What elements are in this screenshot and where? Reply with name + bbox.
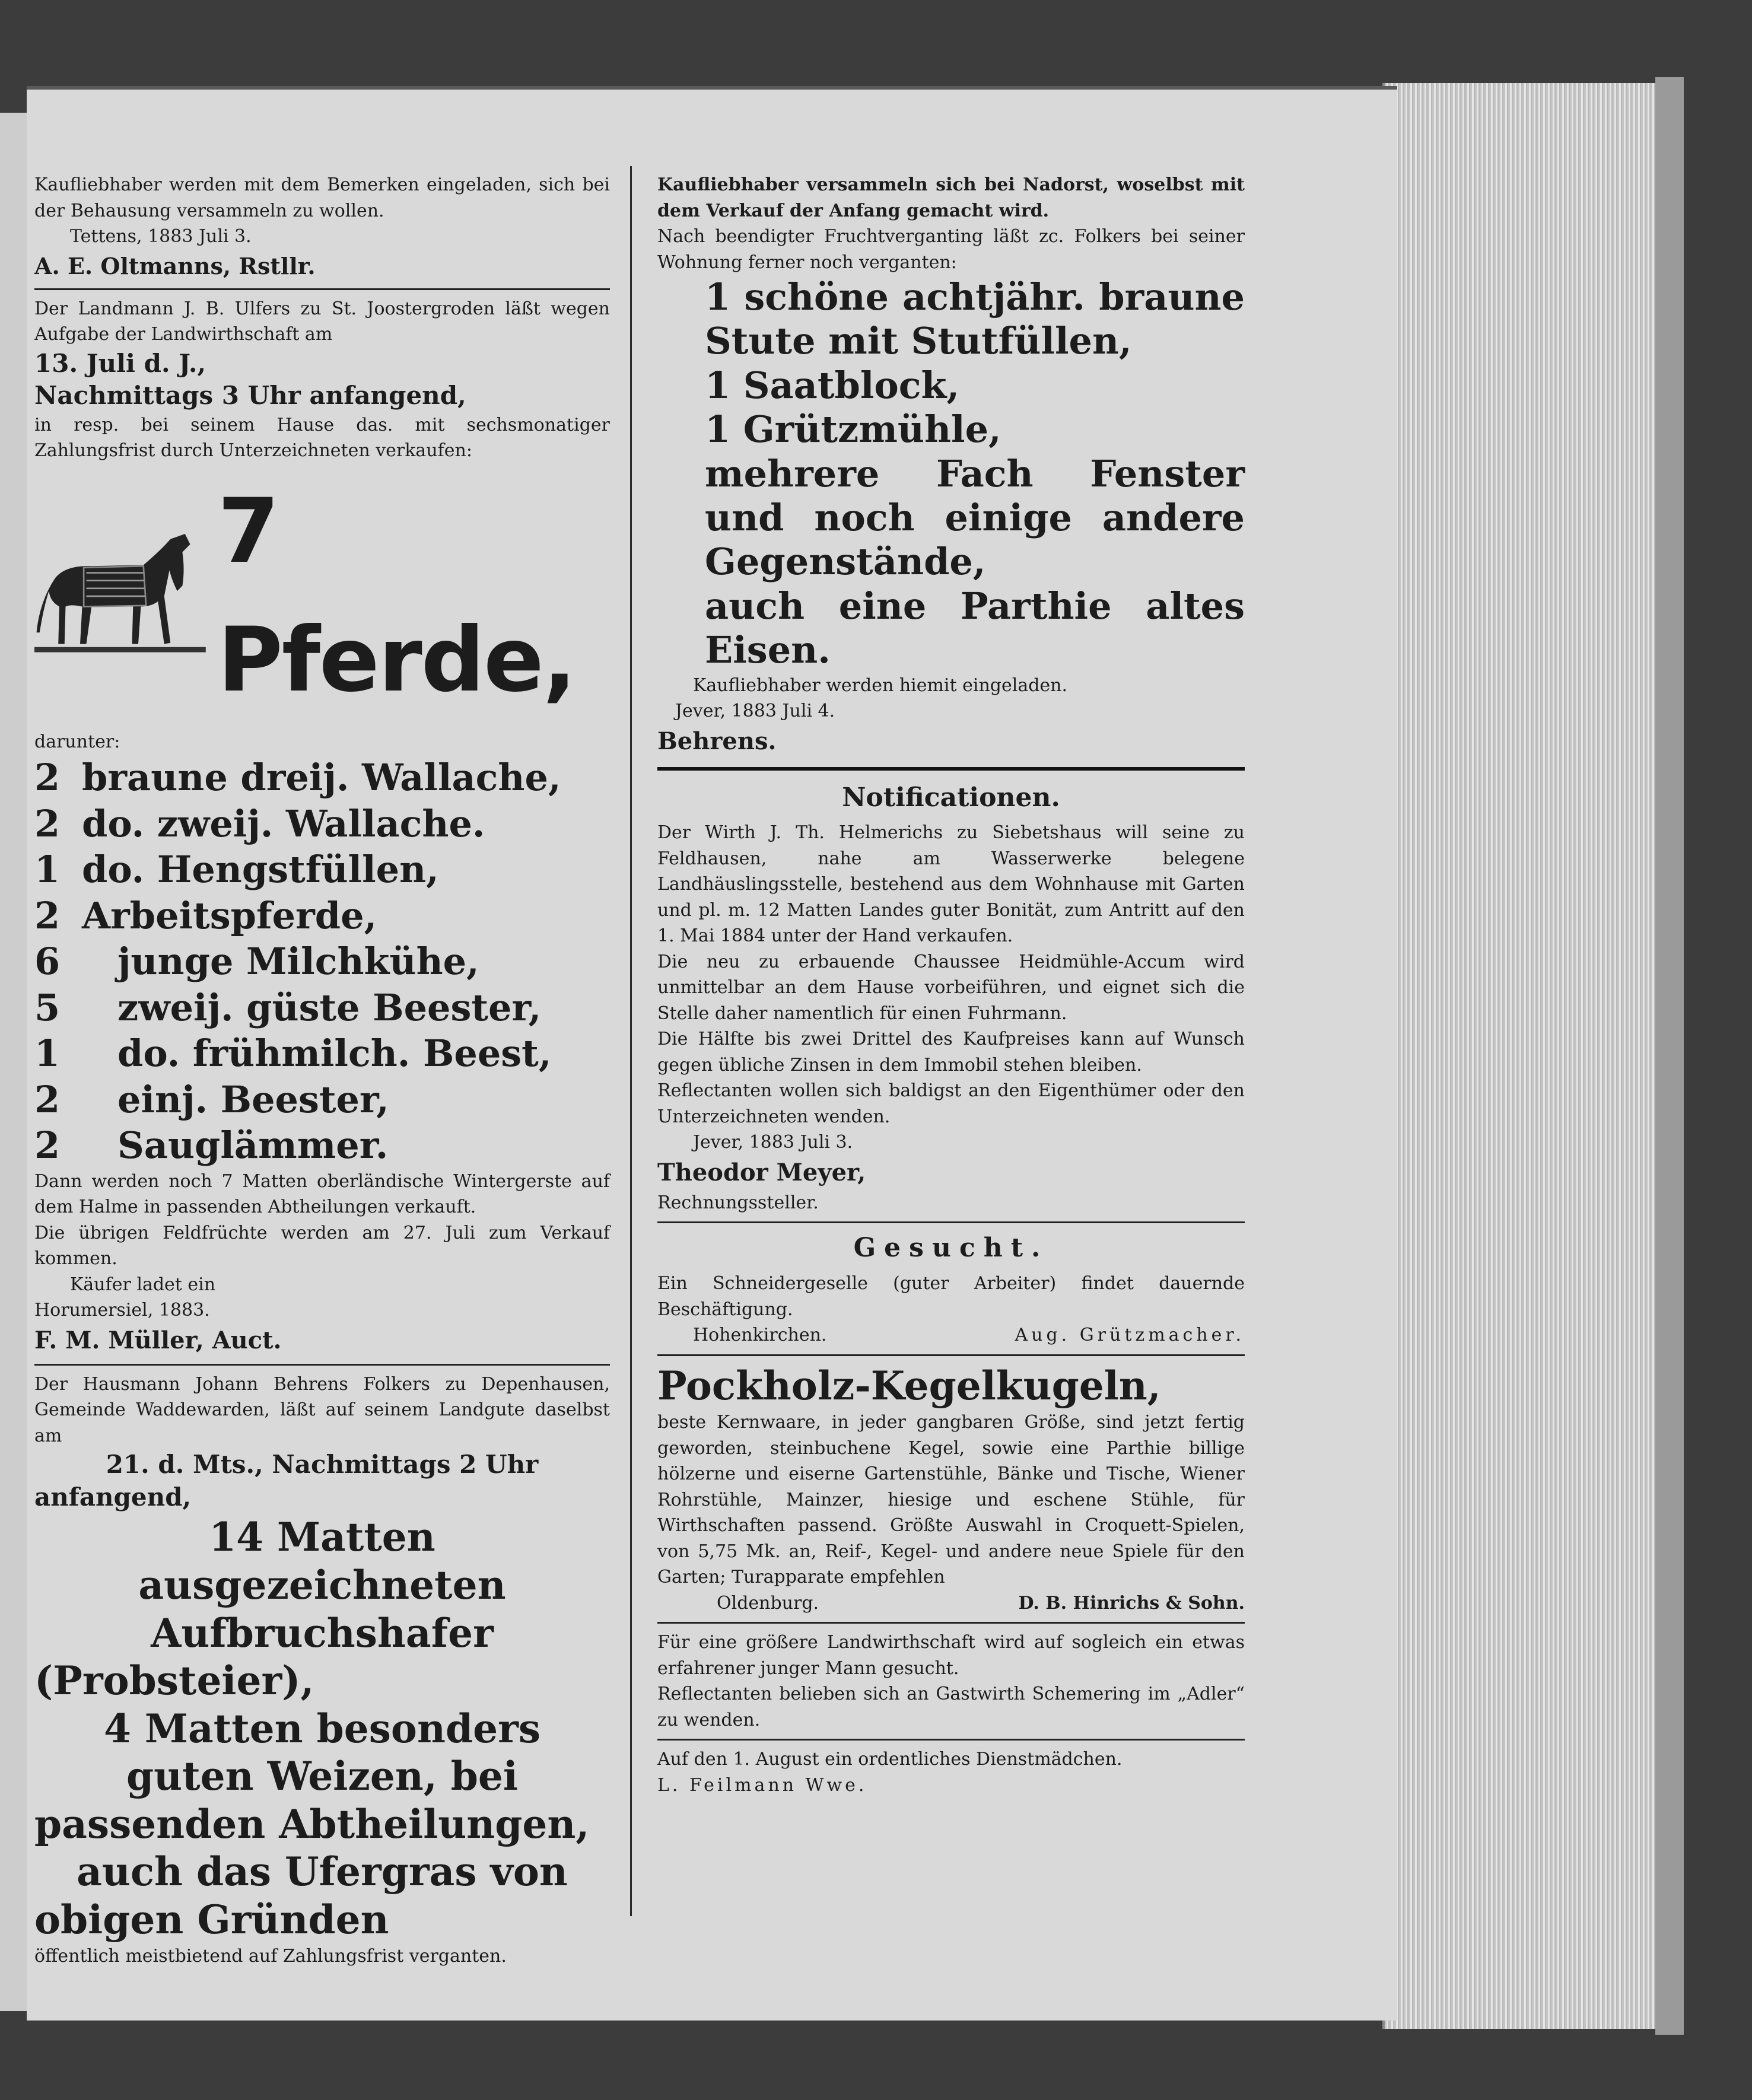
ad2-headline-row (34, 467, 610, 726)
ad4-text-2: Nach beendigter Fruchtverganting läßt zc. Folkers bei seiner Wohnung ferner noch verganten: (657, 226, 1245, 273)
ad1-dateline: Tettens, 1883 Juli 3. (70, 226, 252, 247)
ad3-end: öffentlich meistbietend auf Zahlungsfrist verganten. (34, 1946, 507, 1967)
ad3-body-3: auch das Ufergras von obigen Gründen (34, 1848, 568, 1943)
ad-separator (657, 767, 1245, 771)
ad-separator (657, 1221, 1245, 1223)
list-item: 1 schöne achtjähr. braune Stute mit Stutfüllen, (705, 275, 1245, 363)
ad1-text: Kaufliebhaber werden mit dem Bemerken eingeladen, sich bei der Behausung versammeln zu wollen. (34, 174, 610, 221)
ad4-signature: Behrens. (657, 727, 777, 755)
kegel-place: Oldenburg. (717, 1592, 819, 1614)
ad2-terms: in resp. bei seinem Hause das. mit sechsmonatiger Zahlungsfrist durch Unterzeichneten verkaufen: (34, 414, 610, 462)
ad-separator (657, 1622, 1245, 1624)
list-item: 1 do. frühmilch. Beest, (34, 1032, 552, 1076)
wanted-place: Hohenkirchen. (693, 1325, 827, 1346)
ad1-signature: A. E. Oltmanns, Rstllr. (34, 252, 316, 279)
notifications-heading: Notificationen. (842, 782, 1060, 813)
ad3-body-2: 4 Matten besonders guten Weizen, bei passenden Abtheilungen, (34, 1705, 590, 1847)
ad2-dateline: Horumersiel, 1883. (34, 1300, 210, 1321)
wanted-signature: Aug. Grützmacher. (1015, 1325, 1245, 1346)
wanted-text: Ein Schneidergeselle (guter Arbeiter) findet dauernde Beschäftigung. (657, 1273, 1245, 1320)
ad4-invite: Kaufliebhaber werden hiemit eingeladen. (693, 674, 1068, 696)
ad4-text-1: Kaufliebhaber versammeln sich bei Nadorst, woselbst mit dem Verkauf der Anfang gemacht wird. (657, 174, 1245, 221)
ad-separator (657, 1739, 1245, 1741)
list-item: 1 do. Hengstfüllen, (34, 848, 439, 892)
left-column (34, 172, 610, 1969)
notifications-dateline: Jever, 1883 Juli 3. (693, 1132, 853, 1153)
farmhand-text-2: Reflectanten belieben sich an Gastwirth Schemering im „Adler“ zu wenden. (657, 1684, 1245, 1730)
page-stack-edge (1382, 83, 1667, 2029)
list-item: 2 einj. Beester, (34, 1077, 389, 1121)
list-item: auch eine Parthie altes Eisen. (705, 584, 1245, 672)
book-binding (1655, 77, 1684, 2035)
list-item: 2 Sauglämmer. (34, 1124, 389, 1167)
list-item: 1 Saatblock, (705, 363, 960, 407)
ad2-intro: Der Landmann J. B. Ulfers zu St. Joostergroden läßt wegen Aufgabe der Landwirthschaft am (34, 298, 610, 345)
ad-separator (34, 288, 610, 290)
ad4-dateline: Jever, 1883 Juli 4. (675, 701, 835, 722)
ad2-time: Nachmittags 3 Uhr anfangend, (34, 381, 466, 411)
notifications-p1: Der Wirth J. Th. Helmerichs zu Siebetshaus will seine zu Feldhausen, nahe am Wasserwerke belegene Landhäuslingsstelle, bestehend aus dem Wohnhause mit Garten und pl. m. 12 Matten Landes guter Bonität, zum Antritt auf den 1. Mai 1884 unter der Hand verkaufen. (657, 822, 1245, 947)
list-item: mehrere Fach Fenster und noch einige andere Gegenstände, (705, 451, 1245, 584)
ad2-more-3: Käufer ladet ein (70, 1274, 216, 1295)
notifications-p4: Reflectanten wollen sich baldigst an den Eigenthümer oder den Unterzeichneten wenden. (657, 1080, 1245, 1127)
ad2-more-1: Dann werden noch 7 Matten oberländische Wintergerste auf dem Halme in passenden Abtheilungen verkauft. (34, 1170, 610, 1218)
list-item: 1 Grützmühle, (705, 408, 1001, 451)
horse-illustration-icon (34, 519, 206, 673)
kegel-text: beste Kernwaare, in jeder gangbaren Größe, sind jetzt fertig geworden, steinbuchene Kegel, sowie eine Parthie billige hölzerne und eiserne Gartenstühle, Bänke und Tische, Wiener Rohrstühle, Mainzer, hiesige und eschene Stühle, für Wirthschaften passend. Größte Auswahl in Croquett-Spielen, von 5,75 Mk. an, Reif-, Kegel- und andere neue Spiele für den Garten; Turapparate empfehlen (657, 1412, 1245, 1588)
right-column (657, 172, 1245, 1798)
kegel-signature: D. B. Hinrichs & Sohn. (1018, 1592, 1245, 1614)
list-item: 2 Arbeitspferde, (34, 893, 377, 937)
notifications-signature-title: Rechnungssteller. (657, 1192, 819, 1213)
kegel-heading: Pockholz-Kegelkugeln, (657, 1362, 1161, 1409)
maid-text: Auf den 1. August ein ordentliches Dienstmädchen. (657, 1749, 1123, 1770)
ad2-signature: F. M. Müller, Auct. (34, 1326, 282, 1354)
ad3-intro: Der Hausmann Johann Behrens Folkers zu Depenhausen, Gemeinde Waddewarden, läßt auf seinem Landgute daselbst am (34, 1373, 610, 1446)
wanted-heading: Gesucht. (853, 1233, 1049, 1264)
list-item: 6 junge Milchkühe, (34, 940, 479, 984)
wanted-footer (657, 1322, 1245, 1348)
ad-separator (657, 1354, 1245, 1356)
notifications-p3: Die Hälfte bis zwei Drittel des Kaufpreises kann auf Wunsch gegen übliche Zinsen in dem Immobil stehen bleiben. (657, 1029, 1245, 1076)
notifications-p2: Die neu zu erbauende Chaussee Heidmühle-Accum wird unmittelbar an dem Hause vorbeiführen, und eignet sich die Stelle daher namentlich für einen Fuhrmann. (657, 951, 1245, 1024)
list-item: 5 zweij. güste Beester, (34, 985, 542, 1029)
ad2-item-list (34, 755, 610, 1169)
farmhand-text-1: Für eine größere Landwirthschaft wird auf sogleich ein etwas erfahrener junger Mann gesucht. (657, 1632, 1245, 1679)
column-divider (630, 166, 632, 1916)
ad2-more-2: Die übrigen Feldfrüchte werden am 27. Juli zum Verkauf kommen. (34, 1222, 610, 1269)
kegel-footer (657, 1590, 1245, 1617)
notifications-signature: Theodor Meyer, (657, 1158, 866, 1186)
list-item: 2 do. zweij. Wallache. (34, 801, 485, 845)
ad3-date: 21. d. Mts., Nachmittags 2 Uhr anfangend, (34, 1450, 539, 1512)
ad2-headline: 7 Pferde, (217, 479, 575, 712)
ad-separator (34, 1364, 610, 1366)
ad3-body-1: 14 Matten ausgezeichneten Aufbruchshafer (Probsteier), (34, 1514, 506, 1704)
list-item: 2 braune dreij. Wallache, (34, 756, 561, 800)
ad4-item-list (657, 275, 1245, 673)
maid-signature: L. Feilmann Wwe. (657, 1774, 867, 1796)
ad2-darunter: darunter: (34, 731, 120, 752)
ad2-date: 13. Juli d. J., (34, 348, 206, 378)
